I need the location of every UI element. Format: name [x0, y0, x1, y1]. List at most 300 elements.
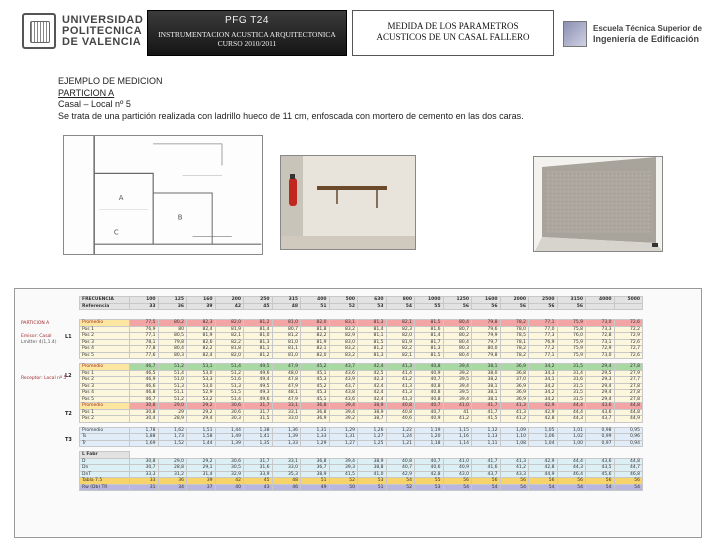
table-cell: 34,1 — [529, 377, 558, 384]
table-cell: 2000 — [500, 297, 529, 304]
row-label: Promedio — [80, 320, 130, 327]
table-cell: 46,9 — [130, 377, 159, 384]
table-cell: 50 — [329, 484, 358, 491]
table-cell: 72,9 — [586, 346, 615, 353]
table-cell: 81,2 — [272, 333, 301, 340]
row-label: DnT — [80, 471, 130, 478]
table-cell: 1,06 — [529, 434, 558, 441]
table-cell: 44,3 — [557, 416, 586, 423]
table-cell: 73,0 — [586, 352, 615, 359]
course-subtitle: INSTRUMENTACION ACUSTICA ARQUITECTONICA — [158, 30, 336, 39]
table-cell: 43,7 — [472, 471, 501, 478]
table-cell: 1,62 — [158, 427, 187, 434]
table-cell: 1,08 — [500, 440, 529, 447]
table-cell: 44,7 — [614, 465, 643, 472]
table-cell: 30,8 — [130, 458, 159, 465]
table-cell: 83,0 — [329, 339, 358, 346]
etsie-logo-text — [593, 24, 702, 44]
table-cell: 79,8 — [158, 339, 187, 346]
table-cell: 40,8 — [415, 364, 444, 371]
table-cell: 42,9 — [529, 409, 558, 416]
table-cell: 43 — [244, 484, 273, 491]
table-cell: 73,3 — [586, 326, 615, 333]
table-cell: 27,9 — [614, 370, 643, 377]
table-cell: 83,2 — [329, 346, 358, 353]
table-cell: 38,1 — [472, 364, 501, 371]
table-cell: 34,2 — [529, 396, 558, 403]
table-cell: 77,8 — [130, 346, 159, 353]
tag-l1: L1 — [65, 334, 72, 340]
table-cell: 51 — [301, 478, 330, 485]
table-cell: 53,1 — [187, 364, 216, 371]
tag-t3: T3 — [65, 437, 72, 443]
table-cell: 54 — [386, 478, 415, 485]
example-heading: EJEMPLO DE MEDICION — [58, 76, 163, 86]
table-cell: 80,7 — [272, 326, 301, 333]
table-cell: 45,1 — [301, 370, 330, 377]
table-cell: 82,0 — [386, 333, 415, 340]
table-cell: 81,5 — [415, 320, 444, 327]
table-cell: 1,39 — [215, 440, 244, 447]
row-label: Promedio — [80, 403, 130, 410]
table-cell: 46,7 — [130, 364, 159, 371]
table-cell: 30,5 — [215, 465, 244, 472]
table-cell: 40 — [215, 484, 244, 491]
table-cell: 79,8 — [472, 320, 501, 327]
table-cell: 41,3 — [386, 390, 415, 397]
table-cell: 100 — [130, 297, 159, 304]
table-cell: 29,4 — [586, 396, 615, 403]
table-cell: 33,1 — [272, 403, 301, 410]
row-label: Dn — [80, 465, 130, 472]
table-cell: 1,78 — [130, 427, 159, 434]
table-cell: 54 — [557, 484, 586, 491]
table-cell: 31,7 — [244, 458, 273, 465]
table-cell: 41,3 — [386, 383, 415, 390]
table-cell: 33,9 — [244, 471, 273, 478]
table-cell: 51,2 — [158, 364, 187, 371]
table-cell: 54 — [472, 484, 501, 491]
table-cell: 77,3 — [529, 333, 558, 340]
table-cell: 54 — [586, 484, 615, 491]
tag-t2: T2 — [65, 411, 72, 417]
etsie-mark-icon — [563, 21, 587, 47]
table-cell: 250 — [244, 297, 273, 304]
table-cell: 27,8 — [614, 364, 643, 371]
table-cell: 51,2 — [158, 396, 187, 403]
table-cell: 81,0 — [272, 339, 301, 346]
table-cell: 43,6 — [586, 403, 615, 410]
table-cell: 81,9 — [386, 339, 415, 346]
table-cell: 40,9 — [415, 416, 444, 423]
slide-title-line-1: MEDIDA DE LOS PARAMETROS — [387, 21, 519, 31]
table-cell: 29,2 — [187, 458, 216, 465]
table-cell: 80,2 — [443, 333, 472, 340]
table-cell: 80,4 — [443, 320, 472, 327]
table-cell: 79,6 — [472, 326, 501, 333]
measurement-table — [79, 296, 643, 491]
table-cell: 1,39 — [272, 434, 301, 441]
table-cell: 3150 — [557, 297, 586, 304]
table-cell: 56 — [500, 303, 529, 310]
table-cell: 39,2 — [329, 416, 358, 423]
table-cell: 51,6 — [215, 377, 244, 384]
table-cell: 72,2 — [614, 326, 643, 333]
table-cell: 36,7 — [301, 465, 330, 472]
table-cell: 33,3 — [130, 471, 159, 478]
table-cell: 56 — [557, 303, 586, 310]
table-cell: 40,8 — [415, 390, 444, 397]
upv-line-2: POLITECNICA — [62, 24, 143, 37]
table-cell: 72,6 — [614, 339, 643, 346]
table-cell: 82,4 — [187, 352, 216, 359]
table-cell: 81,4 — [244, 326, 273, 333]
table-cell: 82,0 — [215, 352, 244, 359]
table-cell: 44,4 — [557, 403, 586, 410]
table-cell: 39,4 — [443, 364, 472, 371]
table-cell: 47,9 — [272, 364, 301, 371]
table-cell: 49,4 — [244, 377, 273, 384]
table-cell: 27,8 — [614, 396, 643, 403]
table-cell: 27,8 — [614, 390, 643, 397]
table-cell: 41,7 — [472, 403, 501, 410]
table-cell: 81,9 — [301, 339, 330, 346]
wall-photo-plastered-drawing — [534, 157, 663, 252]
table-cell: 81,3 — [358, 352, 387, 359]
wall-photo-shelf — [280, 155, 416, 250]
table-cell: 81,2 — [244, 320, 273, 327]
row-label: Pos 3 — [80, 383, 130, 390]
table-cell: 82,1 — [215, 333, 244, 340]
partition-description: Se trata de una partición realizada con ladrillo hueco de 11 cm, enfoscada con mortero de cemento en las dos caras. — [58, 110, 524, 121]
table-cell: 82,2 — [386, 346, 415, 353]
table-cell: 77,1 — [529, 352, 558, 359]
table-cell: 38,1 — [472, 383, 501, 390]
table-cell: 1,44 — [215, 427, 244, 434]
table-cell: 81,0 — [244, 333, 273, 340]
table-cell: 42,9 — [529, 458, 558, 465]
table-cell: 40,7 — [415, 403, 444, 410]
table-cell: 31,7 — [244, 409, 273, 416]
table-cell: 39,5 — [443, 377, 472, 384]
table-cell: 45 — [244, 303, 273, 310]
table-cell: 38,7 — [358, 416, 387, 423]
table-cell: 35,3 — [272, 471, 301, 478]
row-label: Tr — [80, 440, 130, 447]
table-cell: 38,0 — [472, 370, 501, 377]
etsie-logo — [563, 14, 713, 54]
table-cell: 45 — [244, 478, 273, 485]
table-cell: 1,35 — [244, 440, 273, 447]
table-cell: 33,1 — [272, 458, 301, 465]
upv-line-1: UNIVERSIDAD — [62, 13, 144, 26]
table-cell: 43,7 — [329, 364, 358, 371]
table-cell: 1,01 — [557, 427, 586, 434]
table-cell: 39,4 — [329, 458, 358, 465]
table-cell: 82,3 — [386, 326, 415, 333]
table-cell: 31,5 — [557, 396, 586, 403]
table-cell: 56 — [472, 303, 501, 310]
table-cell: 81,2 — [244, 352, 273, 359]
table-cell: 51,4 — [215, 396, 244, 403]
table-cell: 1,27 — [329, 440, 358, 447]
table-cell: 78,2 — [500, 352, 529, 359]
table-cell: 44,4 — [557, 458, 586, 465]
table-cell: 41,5 — [472, 416, 501, 423]
table-cell: 29,3 — [586, 377, 615, 384]
table-cell: 41,0 — [358, 471, 387, 478]
table-cell: 42,4 — [358, 396, 387, 403]
table-cell: 81,4 — [415, 333, 444, 340]
table-cell: 56 — [586, 478, 615, 485]
table-cell: 31,2 — [158, 471, 187, 478]
table-cell: 81,6 — [415, 326, 444, 333]
table-cell: 31,5 — [557, 364, 586, 371]
table-cell: 1,25 — [358, 440, 387, 447]
table-cell: 36,9 — [301, 416, 330, 423]
table-cell: 83,2 — [329, 352, 358, 359]
table-cell: 41,7 — [472, 409, 501, 416]
upv-logo-text — [62, 15, 143, 48]
table-cell: 49,5 — [244, 364, 273, 371]
table-cell: 43,5 — [586, 465, 615, 472]
table-cell: 75,9 — [557, 320, 586, 327]
table-cell: 0,98 — [586, 427, 615, 434]
table-cell: 44,4 — [557, 409, 586, 416]
table-cell: 39,3 — [329, 465, 358, 472]
table-cell: 39,4 — [443, 396, 472, 403]
table-cell: 44,9 — [529, 471, 558, 478]
table-cell: 1,31 — [301, 427, 330, 434]
table-cell: 28,8 — [158, 465, 187, 472]
table-cell: 1000 — [415, 297, 444, 304]
table-cell: 1,58 — [187, 434, 216, 441]
table-cell: 40,7 — [386, 465, 415, 472]
table-cell: 0,97 — [586, 440, 615, 447]
table-cell: 37,0 — [500, 377, 529, 384]
plan-label-a: A — [118, 193, 124, 202]
plan-label-c: C — [113, 228, 119, 237]
table-cell: 56 — [614, 478, 643, 485]
table-cell: 38,9 — [358, 458, 387, 465]
table-cell: 76,9 — [130, 326, 159, 333]
table-cell: 81,7 — [415, 339, 444, 346]
table-cell: 41 — [443, 409, 472, 416]
table-cell: 1,12 — [472, 427, 501, 434]
table-cell: 1,00 — [557, 440, 586, 447]
table-cell: 40,6 — [386, 416, 415, 423]
table-cell: 51,3 — [158, 383, 187, 390]
table-cell: 77,1 — [529, 320, 558, 327]
emisor-sublabel: Lmitter 4(1,1.4) — [21, 340, 57, 345]
course-year: CURSO 2010/2011 — [217, 39, 277, 48]
table-cell: 49 — [301, 484, 330, 491]
table-cell: 79,7 — [472, 339, 501, 346]
table-cell: 36,9 — [500, 396, 529, 403]
table-cell: 53,0 — [187, 383, 216, 390]
table-cell: 82,0 — [215, 320, 244, 327]
table-cell: 54 — [500, 484, 529, 491]
table-cell: 44,8 — [614, 409, 643, 416]
table-cell: 81,0 — [272, 320, 301, 327]
course-header — [147, 10, 347, 56]
table-cell: 1,33 — [272, 440, 301, 447]
table-cell: 80,5 — [158, 333, 187, 340]
table-cell: 41,7 — [472, 458, 501, 465]
table-cell: 1,27 — [358, 434, 387, 441]
table-cell: 46,4 — [557, 471, 586, 478]
table-cell: 1250 — [443, 297, 472, 304]
table-cell: 38,9 — [358, 409, 387, 416]
table-cell: 1,05 — [529, 427, 558, 434]
table-cell: 31,6 — [244, 465, 273, 472]
row-label: Rw (Db) TR — [80, 484, 130, 491]
table-cell: 56 — [529, 303, 558, 310]
table-cell: 72,8 — [586, 333, 615, 340]
table-cell: 52 — [329, 478, 358, 485]
table-cell: 80,3 — [443, 346, 472, 353]
row-label: Pos 1 — [80, 326, 130, 333]
row-label: D — [80, 458, 130, 465]
table-cell: 46,5 — [130, 370, 159, 377]
table-cell: 53 — [358, 478, 387, 485]
row-label: Pos 5 — [80, 396, 130, 403]
etsie-line-1: Escuela Técnica Superior de — [593, 24, 702, 33]
table-cell: 48,0 — [272, 370, 301, 377]
upv-emblem-icon — [22, 13, 56, 49]
table-cell: 72,6 — [614, 320, 643, 327]
table-cell: 41,6 — [472, 465, 501, 472]
table-cell: 43,8 — [329, 390, 358, 397]
table-cell: 33,1 — [272, 409, 301, 416]
table-cell: 31,5 — [244, 416, 273, 423]
table-cell: 41,3 — [500, 458, 529, 465]
row-label: Pos 3 — [80, 339, 130, 346]
table-cell: 1,16 — [443, 434, 472, 441]
table-cell: 40,7 — [415, 458, 444, 465]
table-cell: 1,21 — [386, 440, 415, 447]
table-cell: 42 — [215, 303, 244, 310]
table-cell: 1,26 — [358, 427, 387, 434]
table-cell: 41,2 — [443, 416, 472, 423]
etsie-line-2: Ingeniería de Edificación — [593, 34, 700, 44]
table-cell: 1,18 — [415, 440, 444, 447]
table-cell: 82,3 — [187, 320, 216, 327]
table-cell: 43,6 — [586, 409, 615, 416]
table-cell: 29,2 — [187, 403, 216, 410]
partition-heading: PARTICION A — [58, 87, 115, 98]
table-cell: 52 — [386, 484, 415, 491]
table-cell: 77,6 — [130, 352, 159, 359]
table-cell: 48,1 — [272, 390, 301, 397]
table-cell: 1,13 — [472, 434, 501, 441]
floor-plan-drawing — [64, 136, 262, 254]
table-cell: 39,4 — [443, 383, 472, 390]
table-cell: 45,1 — [301, 396, 330, 403]
table-cell: 54 — [386, 303, 415, 310]
table-cell: 77,1 — [130, 333, 159, 340]
table-cell: 36,9 — [500, 364, 529, 371]
table-cell: 125 — [158, 297, 187, 304]
table-cell: 38,9 — [301, 471, 330, 478]
table-cell: 28,9 — [158, 416, 187, 423]
upv-line-3: DE VALENCIA — [62, 35, 142, 48]
table-cell: 43,6 — [329, 396, 358, 403]
table-cell: 29,0 — [158, 458, 187, 465]
table-cell: 76,0 — [557, 333, 586, 340]
table-cell: 1,22 — [386, 427, 415, 434]
table-cell: 48 — [272, 303, 301, 310]
table-cell: 36,8 — [500, 370, 529, 377]
receptor-label: Receptor: Local nº 5 — [21, 376, 67, 381]
row-label: Pos 2 — [80, 416, 130, 423]
measurement-spreadsheet — [14, 288, 702, 538]
table-cell: 41,0 — [443, 403, 472, 410]
row-label: Pos 2 — [80, 377, 130, 384]
table-cell: 81,5 — [358, 339, 387, 346]
wall-photo-plastered — [533, 156, 663, 252]
table-cell: 41,0 — [443, 458, 472, 465]
table-cell: 42,8 — [529, 416, 558, 423]
table-cell: 1,38 — [244, 427, 273, 434]
tag-l2: L2 — [65, 373, 72, 379]
table-cell: 1,14 — [443, 440, 472, 447]
table-cell: 40,8 — [386, 403, 415, 410]
table-cell: 43,6 — [329, 370, 358, 377]
table-cell: 40,8 — [415, 396, 444, 403]
table-cell: 81,1 — [244, 346, 273, 353]
table-cell: 1,29 — [329, 427, 358, 434]
table-cell: 1,31 — [329, 434, 358, 441]
course-title: PFG T24 — [225, 15, 269, 26]
table-cell: 30,6 — [215, 458, 244, 465]
table-cell: 43,7 — [329, 383, 358, 390]
table-cell: 45,3 — [301, 377, 330, 384]
row-label: Tabla 7.5 — [80, 478, 130, 485]
plan-label-b: B — [177, 213, 183, 222]
table-cell: 77,2 — [529, 346, 558, 353]
table-cell: 42 — [215, 478, 244, 485]
table-spacer — [80, 447, 643, 452]
table-cell: 73,1 — [586, 339, 615, 346]
table-cell: 1,11 — [472, 440, 501, 447]
table-cell: 46 — [272, 484, 301, 491]
table-cell: 81,8 — [215, 346, 244, 353]
table-cell: 1,04 — [529, 440, 558, 447]
table-cell: 41,5 — [329, 471, 358, 478]
table-cell: 42,8 — [529, 465, 558, 472]
table-cell: 31,6 — [557, 377, 586, 384]
table-cell: 81,1 — [358, 333, 387, 340]
table-cell: 44,3 — [557, 465, 586, 472]
table-cell: 53 — [415, 484, 444, 491]
table-cell: 42,3 — [358, 377, 387, 384]
upv-logo — [22, 10, 144, 52]
table-cell: 78,5 — [500, 333, 529, 340]
table-cell: 40,7 — [415, 409, 444, 416]
table-cell: 73,0 — [586, 320, 615, 327]
table-cell: 41,4 — [386, 370, 415, 377]
table-cell: 1,09 — [500, 427, 529, 434]
table-cell: 1,69 — [130, 440, 159, 447]
row-label: Pos 4 — [80, 390, 130, 397]
table-cell: 1,20 — [415, 434, 444, 441]
table-cell: 80,3 — [158, 352, 187, 359]
table-cell: 45,2 — [301, 383, 330, 390]
table-cell: 1,29 — [301, 440, 330, 447]
table-cell: 40,9 — [415, 370, 444, 377]
table-cell: 44,9 — [614, 416, 643, 423]
